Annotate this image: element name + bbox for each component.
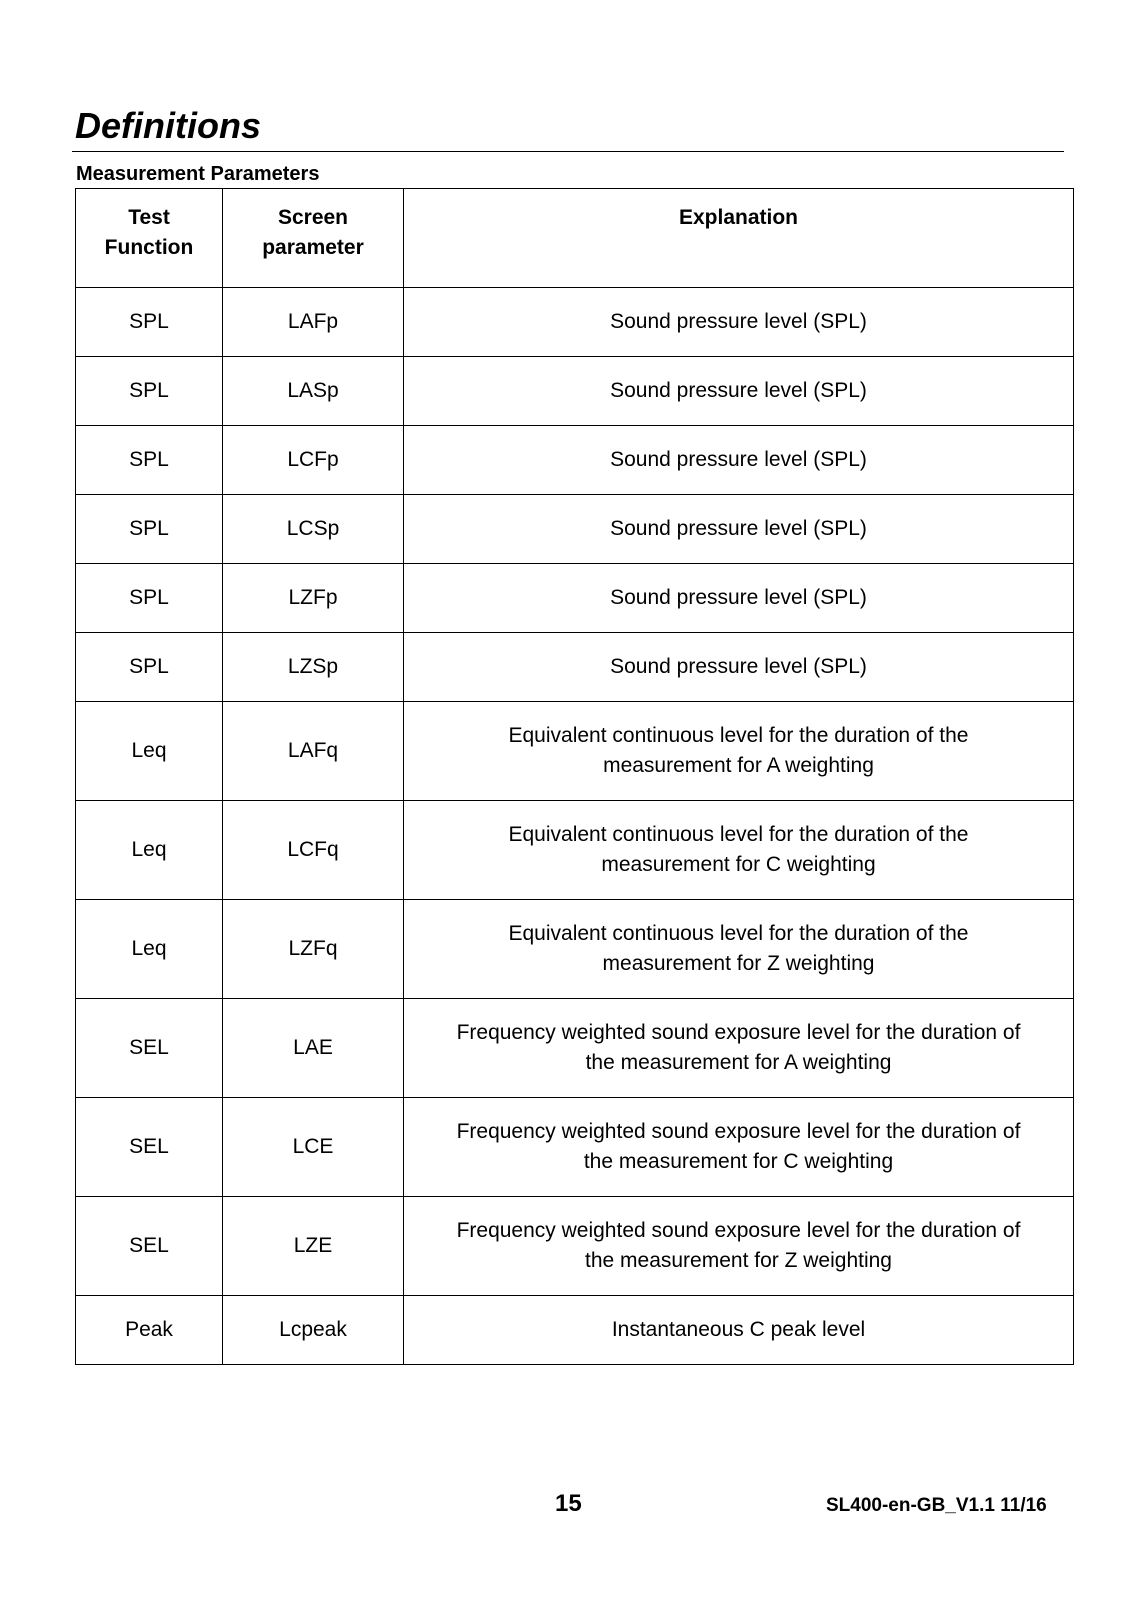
cell-explanation [404,1197,1074,1296]
cell-explanation [404,357,1074,426]
document-id: SL400-en-GB_V1.1 11/16 [826,1495,1047,1516]
explanation-line2: the measurement for A weighting [585,1051,892,1074]
cell-screen-parameter: LAE [223,999,404,1098]
explanation-line1: Equivalent continuous level for the duration of the [508,823,969,846]
table-row [76,564,1074,633]
cell-test-function: SEL [76,1197,223,1296]
cell-explanation [404,702,1074,801]
explanation-line2: measurement for A weighting [603,754,874,777]
cell-screen-parameter: LZFp [223,564,404,633]
cell-test-function: SPL [76,288,223,357]
cell-explanation [404,633,1074,702]
cell-explanation [404,801,1074,900]
cell-test-function: SEL [76,1098,223,1197]
cell-test-function: SPL [76,357,223,426]
cell-screen-parameter: Lcpeak [223,1296,404,1365]
measurement-parameters-table [75,188,1074,1365]
explanation-line2: measurement for Z weighting [602,952,875,975]
header-screen-parameter-line1: Screen [277,206,349,229]
table-row [76,357,1074,426]
cell-explanation [404,900,1074,999]
header-screen-parameter [223,189,404,288]
explanation-line1: Equivalent continuous level for the duration of the [508,724,969,747]
table-row [76,495,1074,564]
explanation-line2: the measurement for Z weighting [585,1249,892,1272]
explanation-line1: Equivalent continuous level for the duration of the [508,922,969,945]
table-row [76,900,1074,999]
page-number: 15 [555,1490,582,1517]
table-row [76,633,1074,702]
cell-test-function: SEL [76,999,223,1098]
cell-test-function: Leq [76,801,223,900]
cell-explanation [404,288,1074,357]
table-row [76,288,1074,357]
explanation-line1: Sound pressure level (SPL) [610,517,867,540]
cell-screen-parameter: LCSp [223,495,404,564]
title-underline [72,151,1064,152]
table-header-row [76,189,1074,288]
explanation-line1: Instantaneous C peak level [611,1318,866,1341]
explanation-line1: Sound pressure level (SPL) [610,310,867,333]
cell-explanation [404,495,1074,564]
cell-explanation [404,1296,1074,1365]
explanation-line1: Sound pressure level (SPL) [610,379,867,402]
cell-test-function: Leq [76,900,223,999]
cell-screen-parameter: LCFp [223,426,404,495]
cell-screen-parameter: LAFq [223,702,404,801]
cell-test-function: Peak [76,1296,223,1365]
header-test-function [76,189,223,288]
cell-test-function: SPL [76,426,223,495]
table-row [76,999,1074,1098]
cell-test-function: Leq [76,702,223,801]
cell-screen-parameter: LCE [223,1098,404,1197]
cell-test-function: SPL [76,564,223,633]
cell-screen-parameter: LZFq [223,900,404,999]
explanation-line1: Frequency weighted sound exposure level for the duration of [456,1219,1021,1242]
explanation-line1: Frequency weighted sound exposure level for the duration of [456,1120,1021,1143]
explanation-line1: Sound pressure level (SPL) [610,448,867,471]
cell-screen-parameter: LZE [223,1197,404,1296]
table-row [76,1098,1074,1197]
page-title: Definitions [75,105,261,146]
table-row [76,801,1074,900]
explanation-line2: measurement for C weighting [601,853,876,876]
section-subtitle: Measurement Parameters [76,163,320,185]
cell-screen-parameter: LAFp [223,288,404,357]
header-screen-parameter-line2: parameter [262,236,364,259]
explanation-line1: Sound pressure level (SPL) [610,586,867,609]
table-row [76,1197,1074,1296]
cell-screen-parameter: LCFq [223,801,404,900]
table-row [76,1296,1074,1365]
cell-screen-parameter: LASp [223,357,404,426]
cell-explanation [404,999,1074,1098]
explanation-line1: Sound pressure level (SPL) [610,655,867,678]
cell-test-function: SPL [76,495,223,564]
header-explanation: Explanation [404,189,1074,288]
cell-explanation [404,564,1074,633]
explanation-line1: Frequency weighted sound exposure level for the duration of [456,1021,1021,1044]
explanation-line2: the measurement for C weighting [583,1150,894,1173]
table-row [76,426,1074,495]
cell-test-function: SPL [76,633,223,702]
header-test-function-line1: Test [128,206,170,229]
cell-explanation [404,426,1074,495]
header-test-function-line2: Function [104,236,194,259]
cell-explanation [404,1098,1074,1197]
cell-screen-parameter: LZSp [223,633,404,702]
table-row [76,702,1074,801]
table-body [76,288,1074,1365]
